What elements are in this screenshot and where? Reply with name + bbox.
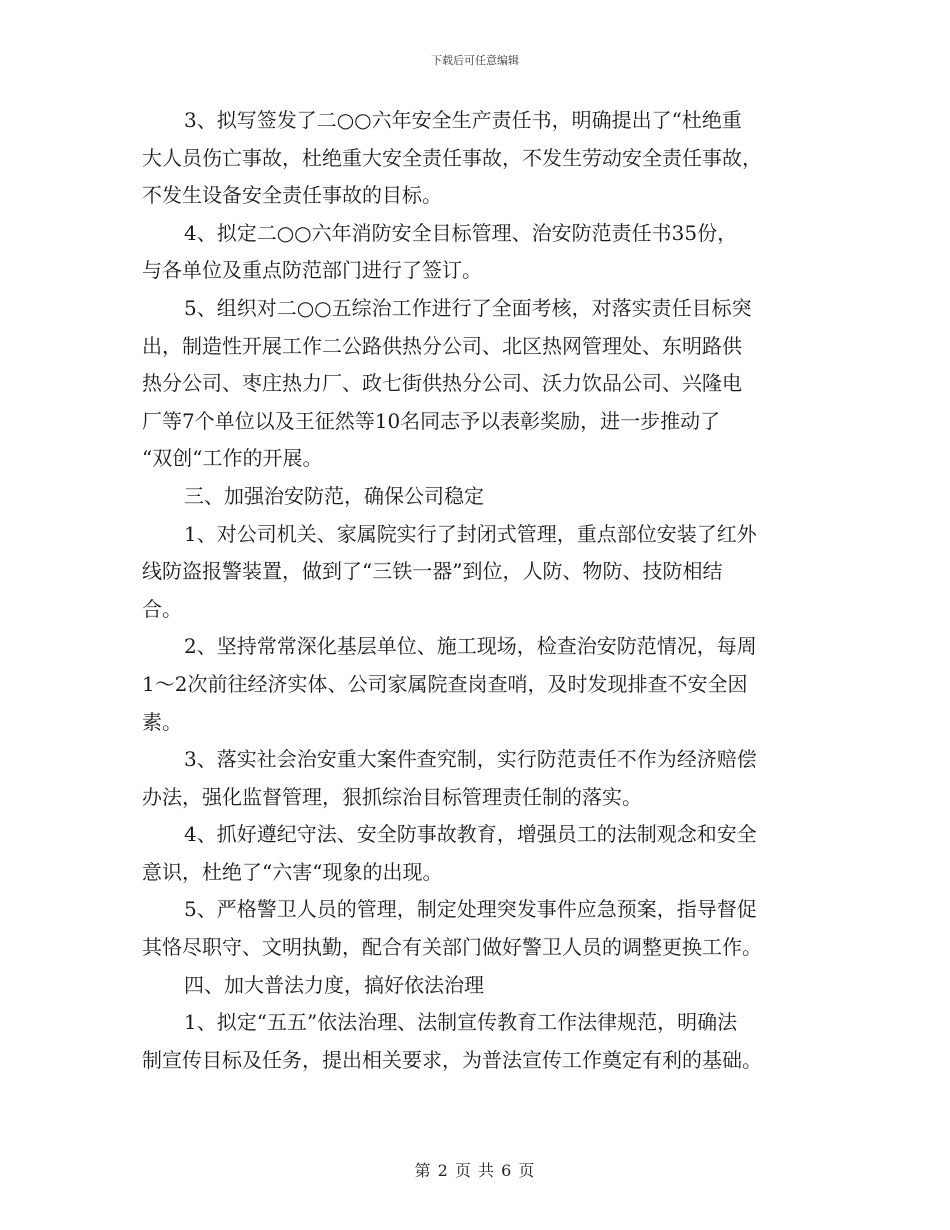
text-line: 厂等7个单位以及王征然等10名同志予以表彰奖励，进一步推动了: [142, 408, 721, 433]
text-line: 4、抓好遵纪守法、安全防事故教育，增强员工的法制观念和安全: [184, 822, 757, 847]
text-line: 热分公司、枣庄热力厂、政七街供热分公司、沃力饮品公司、兴隆电: [142, 371, 742, 396]
text-line: 意识，杜绝了“六害“现象的出现。: [142, 859, 443, 884]
section-heading: 四、加大普法力度，搞好依法治理: [184, 972, 484, 997]
text-line: 大人员伤亡事故，杜绝重大安全责任事故，不发生劳动安全责任事故，: [142, 145, 762, 170]
text-line: 制宣传目标及任务，提出相关要求，为普法宣传工作奠定有利的基础。: [142, 1047, 762, 1072]
text-line: “双创“工作的开展。: [142, 446, 323, 471]
text-line: 2、坚持常常深化基层单位、施工现场，检查治安防范情况，每周: [184, 634, 757, 659]
text-line: 4、拟定二○○六年消防安全目标管理、治安防范责任书35份，: [184, 220, 738, 245]
text-line: 3、落实社会治安重大案件查究制，实行防范责任不作为经济赔偿: [184, 747, 757, 772]
text-line: 线防盗报警装置，做到了“三铁一器”到位，人防、物防、技防相结: [142, 559, 723, 584]
text-line: 素。: [142, 709, 182, 734]
document-body: [142, 102, 810, 1079]
section-heading: 三、加强治安防范，确保公司稳定: [184, 483, 484, 508]
text-line: 合。: [142, 596, 182, 621]
text-line: 3、拟写签发了二○○六年安全生产责任书，明确提出了“杜绝重: [184, 108, 742, 132]
text-line: 1、拟定“五五”依法治理、法制宣传教育工作法律规范，明确法: [184, 1010, 738, 1035]
text-line: 5、组织对二○○五综治工作进行了全面考核，对落实责任目标突: [184, 295, 752, 320]
page-header: 下载后可任意编辑: [431, 54, 519, 67]
text-line: 1、对公司机关、家属院实行了封闭式管理，重点部位安装了红外: [184, 521, 757, 546]
text-line: 其恪尽职守、文明执勤，配合有关部门做好警卫人员的调整更换工作。: [142, 935, 762, 960]
page-footer: 第 2 页 共 6 页: [414, 1161, 536, 1180]
text-line: 5、严格警卫人员的管理，制定处理突发事件应急预案，指导督促: [184, 897, 757, 922]
text-line: 与各单位及重点防范部门进行了签订。: [142, 258, 482, 283]
text-line: 办法，强化监督管理，狠抓综治目标管理责任制的落实。: [142, 784, 642, 809]
text-line: 不发生设备安全责任事故的目标。: [142, 183, 442, 208]
text-line: 1～2次前往经济实体、公司家属院查岗查哨，及时发现排查不安全因: [142, 671, 748, 696]
text-line: 出，制造性开展工作二公路供热分公司、北区热网管理处、东明路供: [142, 333, 742, 358]
